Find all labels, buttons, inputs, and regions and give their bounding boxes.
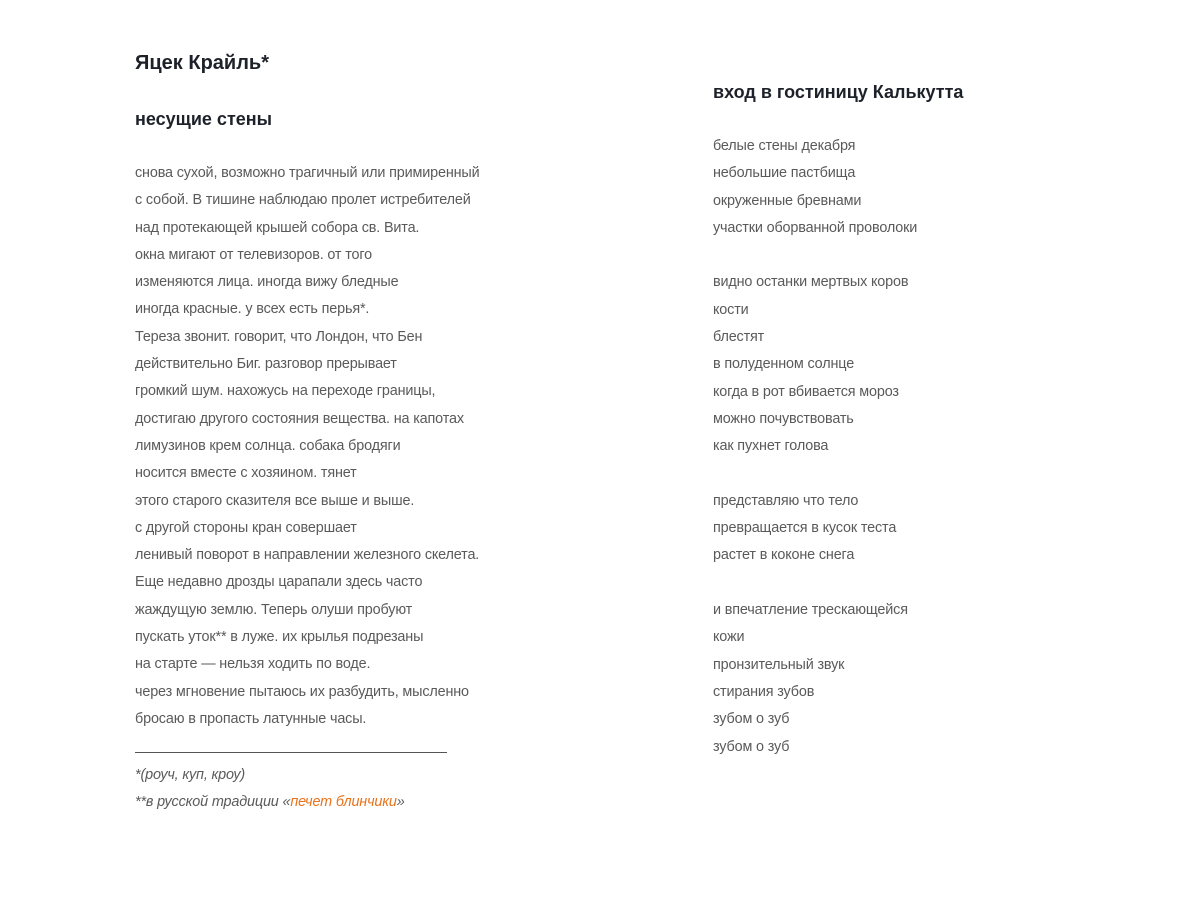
poem-line: жаждущую землю. Теперь олуши пробуют: [135, 601, 413, 618]
footnote-link-pancakes[interactable]: печет блинчики: [290, 794, 397, 811]
poem-line: кости: [713, 301, 749, 318]
poem-line: бросаю в пропасть латунные часы.: [135, 710, 367, 727]
poem-line: Еще недавно дрозды царапали здесь часто: [135, 574, 423, 591]
poem-title-left: несущие стены: [135, 109, 273, 129]
poem-line: ленивый поворот в направлении железного скелета.: [135, 547, 480, 564]
poem-line: на старте — нельзя ходить по воде.: [135, 656, 371, 673]
footnote-1: *(роуч, куп, кроу): [135, 767, 246, 783]
poem-line: превращается в кусок теста: [713, 520, 897, 537]
poem-line: пронзительный звук: [713, 656, 845, 673]
poem-line: окруженные бревнами: [713, 192, 862, 209]
poem-line: снова сухой, возможно трагичный или примиренный: [135, 165, 480, 181]
poem-line: видно останки мертвых коров: [713, 274, 909, 291]
poem-line: когда в рот вбивается мороз: [713, 383, 899, 400]
poem-line: действительно Биг. разговор прерывает: [135, 356, 397, 373]
footnote-2-suffix: »: [396, 794, 405, 811]
footnotes: [135, 762, 405, 817]
stanza-break: [713, 461, 917, 488]
footnote-2: [135, 789, 405, 816]
poem-line: над протекающей крышей собора св. Вита.: [135, 219, 420, 236]
poem-line: через мгновение пытаюсь их разбудить, мысленно: [135, 683, 469, 700]
poem-line: кожи: [713, 629, 745, 646]
poem-line: достигаю другого состояния вещества. на капотах: [135, 410, 464, 427]
poem-line: растет в коконе снега: [713, 547, 855, 564]
poem-line: стирания зубов: [713, 683, 815, 700]
poem-line: белые стены декабря: [713, 138, 856, 154]
poem-line: с собой. В тишине наблюдаю пролет истребителей: [135, 192, 471, 209]
poem-line: зубом о зуб: [713, 738, 790, 755]
author-heading: Яцек Крайль*: [135, 52, 269, 74]
poem-line: можно почувствовать: [713, 410, 854, 427]
poem-line: в полуденном солнце: [713, 356, 855, 373]
poem-line: блестят: [713, 329, 765, 346]
poem-line: этого старого сказителя все выше и выше.: [135, 492, 415, 509]
poem-line: зубом о зуб: [713, 711, 790, 728]
stanza-break: [713, 570, 917, 597]
poem-line: громкий шум. нахожусь на переходе границы,: [135, 383, 436, 400]
poem-title-right: вход в гостиницу Калькутта: [713, 82, 964, 102]
poem-line: как пухнет голова: [713, 438, 829, 455]
poem-line: и впечатление трескающейся: [713, 602, 908, 619]
poem-line: пускать уток** в луже. их крылья подрезаны: [135, 629, 424, 646]
poem-line: с другой стороны кран совершает: [135, 519, 357, 536]
poem-line: участки оборванной проволоки: [713, 219, 918, 236]
poem-line: окна мигают от телевизоров. от того: [135, 246, 372, 263]
poem-line: изменяются лица. иногда вижу бледные: [135, 274, 399, 291]
poem-lines-left: [135, 160, 480, 733]
poem-line: представляю что тело: [713, 492, 859, 509]
poem-line: носится вместе с хозяином. тянет: [135, 465, 357, 482]
poem-line: лимузинов крем солнца. собака бродяги: [135, 437, 401, 454]
poem-lines-right: [713, 133, 917, 761]
footnote-2-prefix: **в русской традиции «: [135, 794, 291, 811]
stanza-break: [713, 242, 917, 269]
poem-line: иногда красные. у всех есть перья*.: [135, 301, 370, 318]
footnote-divider: [135, 752, 447, 753]
poem-line: Тереза звонит. говорит, что Лондон, что Бен: [135, 328, 423, 345]
poem-line: небольшие пастбища: [713, 165, 856, 182]
